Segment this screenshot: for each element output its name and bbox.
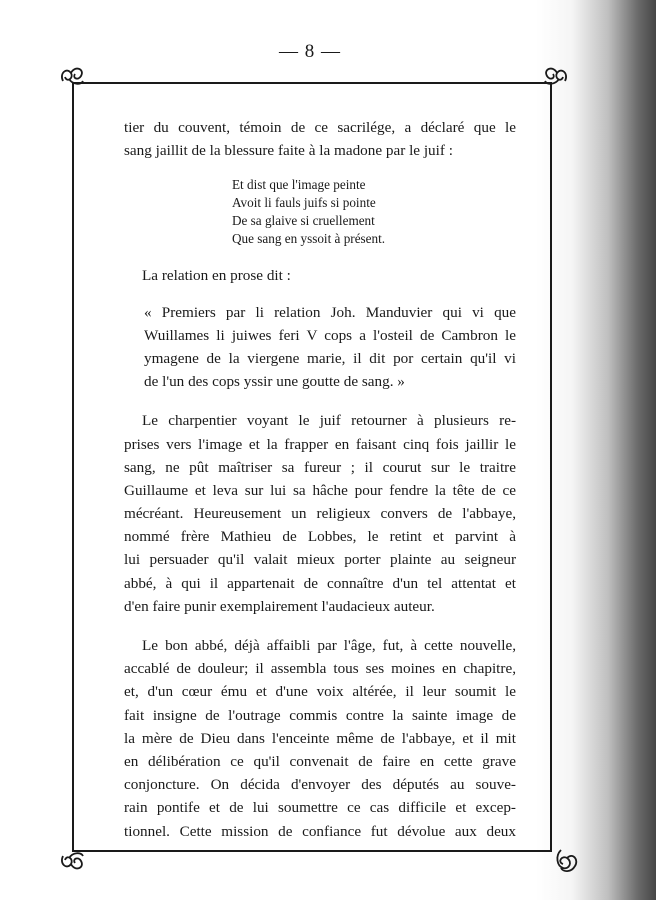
- text-line: Le bon abbé, déjà affaibli par l'âge, fut, à cette nouvelle,: [142, 637, 516, 654]
- paragraph-2: [124, 409, 516, 618]
- text-line: « Premiers par li relation Joh. Manduvier qui vi que: [144, 303, 516, 321]
- text-line: Wuillames li juiwes feri V cops a l'osteil de Cambron le: [144, 326, 516, 344]
- prose-intro: [124, 264, 516, 287]
- flourish-icon: [541, 61, 571, 91]
- text-line: tier du couvent, témoin de ce sacrilége, a déclaré que le: [124, 119, 516, 136]
- text-line: Le charpentier voyant le juif retourner à plusieurs re-: [142, 412, 516, 430]
- binding-shadow: [536, 0, 656, 900]
- paragraph-3: [124, 634, 516, 843]
- text-line: sang, ne pût maîtriser sa fureur ; il courut sur le traitre: [124, 458, 516, 476]
- text-line: sang jaillit de la blessure faite à la madone par le juif :: [124, 142, 453, 160]
- paragraph-1: [124, 116, 516, 162]
- text-line: de l'un des cops yssir une goutte de sang. »: [144, 373, 405, 391]
- verse-line: De sa glaive si cruellement: [232, 213, 375, 229]
- body-text: [124, 116, 516, 843]
- text-line: mécréant. Heureusement un religieux convers de l'abbaye,: [124, 505, 516, 523]
- verse-line: Que sang en yssoit à présent.: [232, 231, 386, 247]
- text-line: en délibération ce qu'il convenait de faire en cette grave: [124, 752, 516, 770]
- text-line: abbé, à qui il appartenait de connaître d'un tel attentat et: [124, 574, 516, 592]
- text-line: nommé frère Mathieu de Lobbes, le retint et parvint à: [124, 528, 516, 546]
- flourish-icon: [57, 846, 87, 876]
- verse-line: Et dist que l'image peinte: [232, 177, 366, 193]
- flourish-icon: [57, 61, 87, 91]
- flourish-icon: [551, 846, 581, 876]
- text-line: prises vers l'image et la frapper en faisant cinq fois jaillir le: [124, 435, 516, 453]
- text-line: conjoncture. On décida d'envoyer des députés au souve-: [124, 776, 516, 794]
- text-line: La relation en prose dit :: [142, 267, 291, 285]
- text-line: d'en faire punir exemplairement l'audacieux auteur.: [124, 597, 435, 615]
- text-line: la mère de Dieu dans l'enceinte même de l'abbaye, et il mit: [124, 729, 516, 747]
- text-line: accablé de douleur; il assembla tous ses moines en chapitre,: [124, 660, 516, 678]
- verse-quote: [232, 176, 516, 248]
- text-line: fait insigne de l'outrage commis contre la sainte image de: [124, 706, 516, 724]
- verse-line: Avoit li fauls juifs si pointe: [232, 195, 376, 211]
- text-line: rain pontife et de lui soumettre ce cas difficile et excep-: [124, 799, 516, 817]
- text-line: ymagene de la viergene marie, il dit por certain qu'il vi: [144, 349, 516, 367]
- text-line: lui persuader qu'il valait mieux porter plainte au seigneur: [124, 551, 516, 569]
- prose-quote: [124, 301, 516, 394]
- page-number: — 8 —: [279, 41, 341, 62]
- text-line: tionnel. Cette mission de confiance fut dévolue aux deux: [124, 822, 516, 840]
- text-line: et, d'un cœur ému et d'une voix altérée, il leur soumit le: [124, 683, 516, 701]
- text-line: Guillaume et leva sur lui sa hâche pour fendre la tête de ce: [124, 481, 516, 499]
